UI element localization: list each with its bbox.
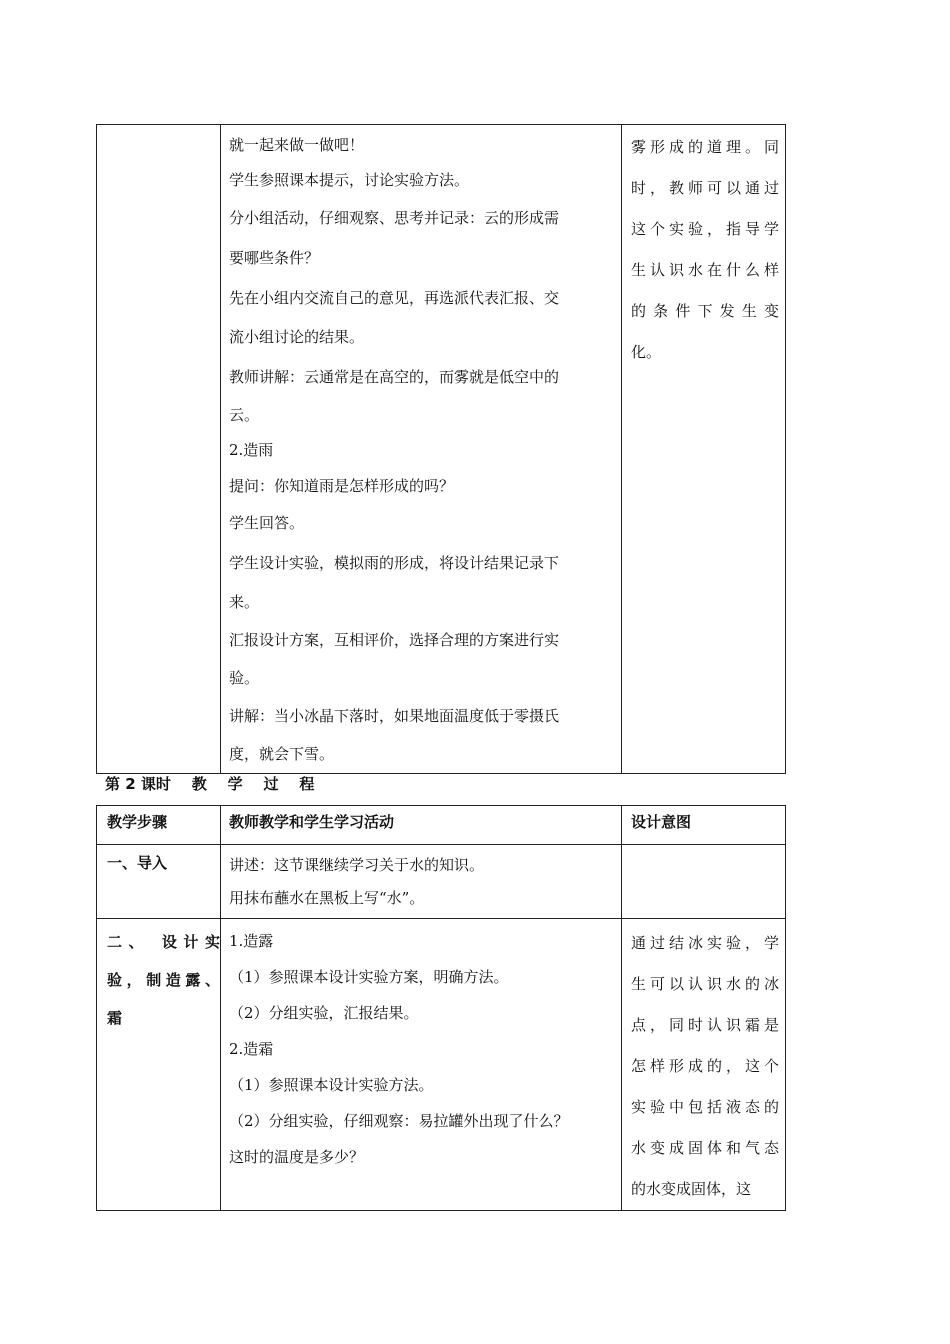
step-intro: 一、导入	[97, 845, 221, 919]
intent-line: 化。	[631, 343, 662, 361]
intent-line: 雾形成的道理。同	[631, 138, 779, 156]
text-line: 1.造露	[229, 932, 274, 950]
text-line: 度，就会下雪。	[229, 745, 335, 763]
text-line: （2）分组实验，汇报结果。	[229, 1004, 419, 1022]
intent-line: 生可以认识水的冰	[631, 975, 779, 993]
activity-experiment	[221, 919, 622, 1211]
step-line: 霜	[107, 1009, 123, 1027]
intent-line: 的水变成固体，这	[631, 1180, 752, 1198]
text-line: 先在小组内交流自己的意见，再选派代表汇报、交	[229, 289, 560, 307]
intent-line: 生认识水在什么样	[631, 261, 779, 279]
intent-line: 实验中包括液态的	[631, 1098, 779, 1116]
text-line: （1）参照课本设计实验方案，明确方法。	[229, 968, 509, 986]
step-line: 验，制造露、	[107, 971, 220, 989]
header-activity: 教师教学和学生学习活动	[221, 806, 622, 845]
design-intent-cell	[622, 125, 786, 774]
text-line: 来。	[229, 593, 260, 611]
step-line: 二、 设计实	[107, 933, 220, 951]
text-line: 要哪些条件？	[229, 249, 320, 267]
text-line: 云。	[229, 406, 260, 424]
text-line: 教师讲解：云通常是在高空的，而雾就是低空中的	[229, 368, 560, 386]
step-cell-empty	[97, 125, 221, 774]
text-line: 讲解：当小冰晶下落时，如果地面温度低于零摄氏	[229, 707, 560, 725]
activity-intro	[221, 845, 622, 919]
header-step: 教学步骤	[97, 806, 221, 845]
intent-experiment	[622, 919, 786, 1211]
text-line: 2.造霜	[229, 1040, 274, 1058]
text-line: 验。	[229, 669, 260, 687]
header-intent: 设计意图	[622, 806, 786, 845]
text-line: 就一起来做一做吧！	[229, 136, 365, 154]
intent-line: 时，教师可以通过	[631, 179, 779, 197]
intent-line: 的条件下发生变	[631, 302, 779, 320]
text-line: 2.造雨	[229, 441, 274, 459]
text-line: （1）参照课本设计实验方法。	[229, 1076, 434, 1094]
text-line: 学生回答。	[229, 514, 305, 532]
intent-line: 这个实验，指导学	[631, 220, 779, 238]
text-line: 学生参照课本提示，讨论实验方法。	[229, 171, 470, 189]
text-line: （2）分组实验，仔细观察：易拉罐外出现了什么？	[229, 1112, 569, 1130]
process-table-continued	[96, 124, 786, 774]
step-experiment	[97, 919, 221, 1211]
intent-intro	[622, 845, 786, 919]
text-line: 汇报设计方案，互相评价，选择合理的方案进行实	[229, 631, 560, 649]
text-line: 这时的温度是多少？	[229, 1148, 365, 1166]
intent-line: 通过结冰实验，学	[631, 934, 779, 952]
activity-cell	[221, 125, 622, 774]
section-heading: 第 2 课时 教 学 过 程	[105, 775, 315, 793]
lesson-process-table	[96, 805, 786, 1211]
text-line: 学生设计实验，模拟雨的形成，将设计结果记录下	[229, 554, 560, 572]
text-line: 讲述：这节课继续学习关于水的知识。	[229, 856, 485, 874]
text-line: 分小组活动，仔细观察、思考并记录：云的形成需	[229, 209, 560, 227]
text-line: 流小组讨论的结果。	[229, 328, 365, 346]
intent-line: 怎样形成的，这个	[631, 1057, 779, 1075]
intent-line: 水变成固体和气态	[631, 1139, 779, 1157]
text-line: 用抹布蘸水在黑板上写“水”。	[229, 889, 425, 907]
intent-line: 点，同时认识霜是	[631, 1016, 779, 1034]
text-line: 提问：你知道雨是怎样形成的吗？	[229, 477, 455, 495]
